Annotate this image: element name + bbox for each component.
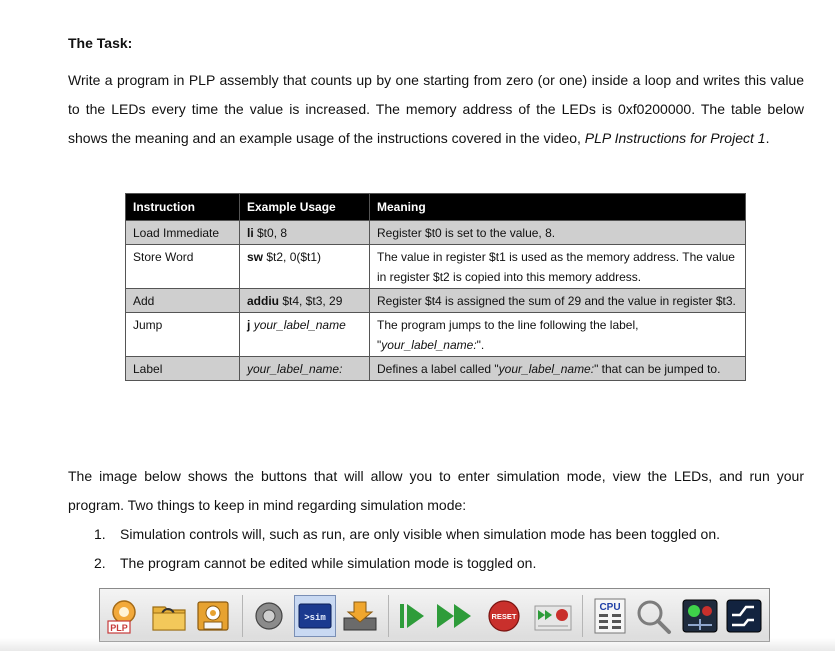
meaning-label: your_label_name: [498,362,595,376]
task-heading: The Task: [68,35,133,51]
watcher-icon [634,597,674,635]
cpu-view-icon [590,597,630,635]
simulation-toggle-icon [298,602,332,630]
table-row [126,289,746,313]
toolbar-separator [242,595,243,637]
save-icon [194,598,234,634]
step-icon [396,599,428,633]
assemble-button[interactable] [250,597,288,635]
cell-example [240,245,370,289]
toolbar-separator [388,595,389,637]
plp-toolbar [99,588,770,642]
step-button[interactable] [396,597,428,635]
list-number: 1. [94,526,106,542]
cell-meaning: The value in register $t1 is used as the memory address. The value in register $t2 is copied into this memory address. [370,245,746,289]
switches-button[interactable] [724,597,764,635]
step-breakpoint-icon [532,598,574,634]
list-text: Simulation controls will, such as run, are only visible when simulation mode has been toggled on. [120,526,720,542]
meaning-label: your_label_name: [381,338,477,352]
example-keyword: sw [247,250,264,264]
list-item [68,549,720,578]
instruction-table [125,193,746,381]
cell-meaning [370,313,746,357]
header-instruction: Instruction [126,194,240,221]
reset-button[interactable] [484,597,524,635]
list-text: The program cannot be edited while simulation mode is toggled on. [120,555,537,571]
run-button[interactable] [434,597,476,635]
watcher-button[interactable] [634,597,674,635]
example-operands: $t4, $t3, 29 [279,294,343,308]
cpu-label: CPU [599,602,621,613]
plp-label: PLP [110,623,128,633]
simulation-toggle-button[interactable] [294,595,336,637]
meaning-text: Defines a label called " [377,362,499,376]
toolbar-separator [582,595,583,637]
cell-example [240,221,370,245]
example-operands: $t0, 8 [253,226,288,240]
open-button[interactable] [150,597,188,635]
simulation-notes-list [68,520,720,578]
meaning-text: The program jumps to the line following the label, " [377,318,639,352]
list-item [68,520,720,549]
new-project-button[interactable] [106,597,142,635]
table-row [126,313,746,357]
video-title: PLP Instructions for Project 1 [584,130,766,146]
table-header-row [126,194,746,221]
program-board-button[interactable] [340,597,380,635]
reset-label: RESET [491,612,517,621]
sim-label: >sim [304,613,326,623]
header-meaning: Meaning [370,194,746,221]
table-row [126,245,746,289]
run-icon [434,599,476,633]
task-text: Write a program in PLP assembly that counts up by one starting from zero (or one) inside a loop and writes this value to the LEDs every time the value is increased. The memory address of the LEDs is 0xf0200000. The table below shows the meaning and an example usage of the instructions covered in the video, [68,72,804,146]
example-keyword: li [247,226,254,240]
example-operands: $t2, 0($t1) [263,250,322,264]
example-keyword: addiu [247,294,279,308]
leds-icon [680,597,720,635]
cell-example [240,289,370,313]
reset-icon [484,598,524,634]
cell-instruction: Label [126,357,240,381]
new-project-icon [106,597,142,635]
cell-meaning [370,357,746,381]
table-row [126,221,746,245]
leds-button[interactable] [680,597,720,635]
example-label: your_label_name: [247,362,343,376]
cell-instruction: Store Word [126,245,240,289]
save-button[interactable] [194,597,234,635]
example-label: your_label_name [253,318,346,332]
cell-instruction: Jump [126,313,240,357]
cell-example [240,313,370,357]
cell-instruction: Add [126,289,240,313]
task-text-end: . [765,130,770,146]
program-download-icon [340,598,380,634]
assemble-icon [250,599,288,633]
cpu-view-button[interactable] [590,597,630,635]
simulation-paragraph: The image below shows the buttons that will allow you to enter simulation mode, view the LEDs, and run your program. Two things to keep in mind regarding simulation mode: [68,468,804,513]
table-row [126,357,746,381]
cell-meaning: Register $t4 is assigned the sum of 29 and the value in register $t3. [370,289,746,313]
step-breakpoint-button[interactable] [532,597,574,635]
cell-example [240,357,370,381]
list-number: 2. [94,555,106,571]
cell-instruction: Load Immediate [126,221,240,245]
switches-icon [724,597,764,635]
header-example: Example Usage [240,194,370,221]
meaning-text-end: ". [476,338,485,352]
task-paragraph [68,66,804,153]
meaning-text-end: " that can be jumped to. [594,362,721,376]
page-bottom-fade [0,638,835,651]
example-keyword: j [247,318,251,332]
open-folder-icon [150,599,188,633]
cell-meaning: Register $t0 is set to the value, 8. [370,221,746,245]
